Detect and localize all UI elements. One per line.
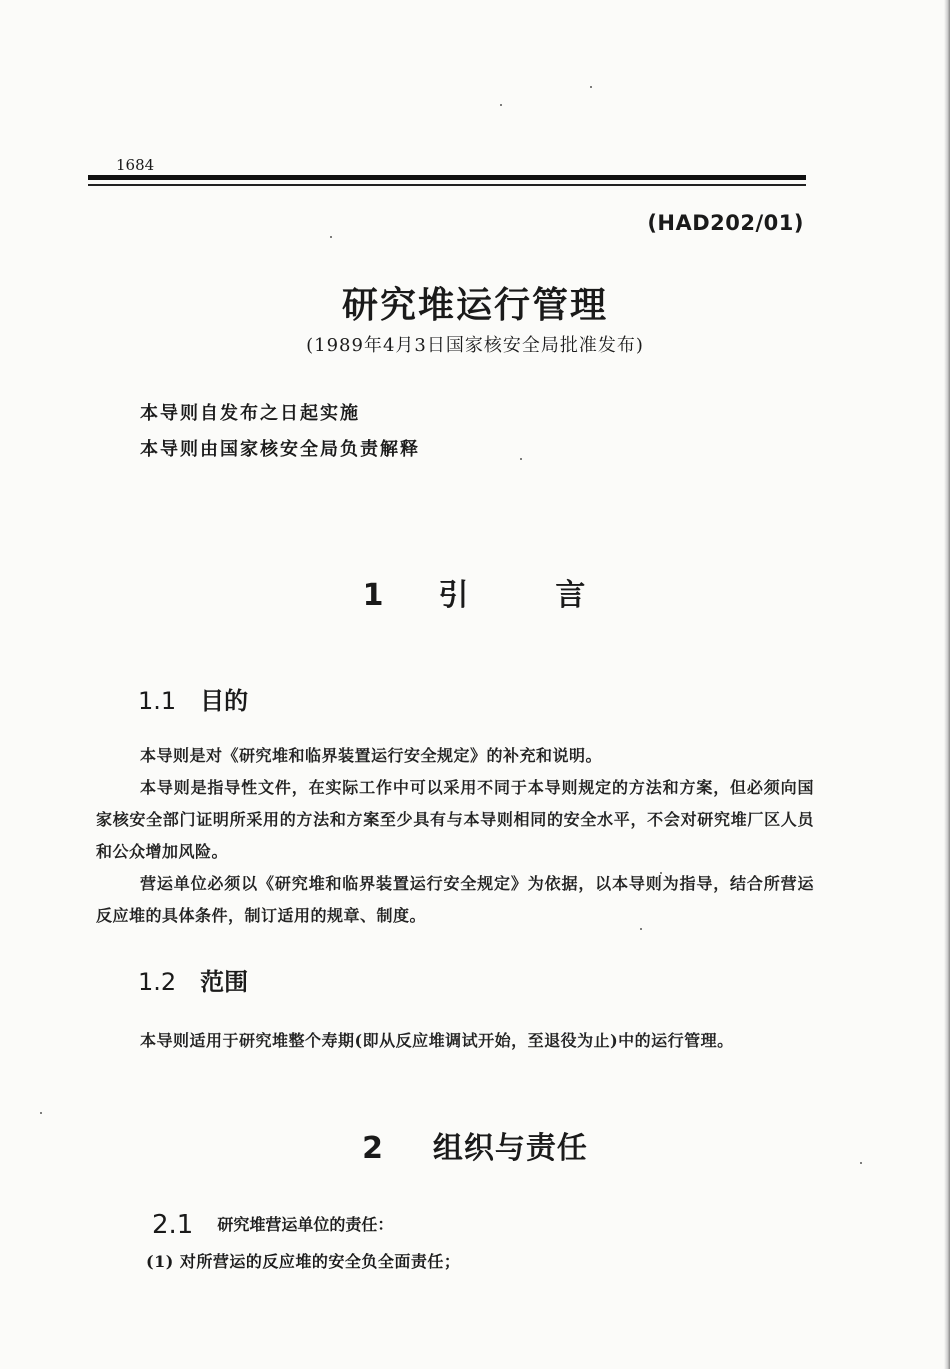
paragraph: 本导则是对《研究堆和临界装置运行安全规定》的补充和说明。 bbox=[140, 746, 603, 765]
note-interpretation: 本导则由国家核安全局负责解释 bbox=[140, 439, 420, 460]
list-item: (1) 对所营运的反应堆的安全负全面责任； bbox=[146, 1252, 461, 1271]
section-2-1-heading bbox=[152, 1210, 393, 1240]
chapter-2-heading bbox=[0, 1123, 950, 1167]
header-rule-thin bbox=[88, 184, 806, 186]
scan-speck bbox=[330, 236, 332, 238]
chapter-1-number: 1 bbox=[362, 578, 386, 613]
chapter-1-heading bbox=[0, 570, 950, 614]
section-2-1-lead: 研究堆营运单位的责任： bbox=[217, 1215, 394, 1234]
section-1-2-heading bbox=[138, 962, 248, 997]
scan-speck bbox=[40, 1112, 42, 1114]
chapter-1-word1: 引 bbox=[438, 578, 471, 613]
section-1-2-title: 范围 bbox=[200, 968, 249, 996]
section-1-1-body bbox=[96, 740, 814, 932]
paragraph: 本导则适用于研究堆整个寿期(即从反应堆调试开始，至退役为止)中的运行管理。 bbox=[140, 1031, 734, 1050]
scan-speck bbox=[660, 872, 662, 874]
scan-speck bbox=[640, 928, 642, 930]
document-subtitle: (1989年4月3日国家核安全局批准发布) bbox=[306, 335, 644, 356]
document-title: 研究堆运行管理 bbox=[341, 285, 608, 326]
note-effective: 本导则自发布之日起实施 bbox=[140, 403, 360, 424]
header-rule-thick bbox=[88, 175, 806, 180]
paragraph: 本导则是指导性文件，在实际工作中可以采用不同于本导则规定的方法和方案，但必须向国家核安全部门证明所采用的方法和方案至少具有与本导则相同的安全水平，不会对研究堆厂区人员和公众增加风险。 bbox=[96, 778, 814, 861]
page-number: 1684 bbox=[116, 156, 155, 174]
scan-edge-shadow bbox=[944, 0, 950, 1369]
chapter-2-number: 2 bbox=[362, 1131, 384, 1166]
document-code: (HAD202/01) bbox=[647, 211, 804, 235]
scan-speck bbox=[500, 104, 502, 106]
section-1-2-body bbox=[96, 1025, 814, 1057]
section-2-1-number: 2.1 bbox=[152, 1210, 194, 1240]
paragraph: 营运单位必须以《研究堆和临界装置运行安全规定》为依据，以本导则为指导，结合所营运反应堆的具体条件，制订适用的规章、制度。 bbox=[96, 874, 814, 925]
section-1-1-number: 1.1 bbox=[138, 687, 177, 715]
scan-speck bbox=[860, 1162, 862, 1164]
scan-speck bbox=[590, 86, 592, 88]
section-1-1-heading bbox=[138, 681, 248, 716]
chapter-2-title: 组织与责任 bbox=[432, 1131, 588, 1166]
scan-speck bbox=[520, 458, 522, 460]
chapter-1-word2: 言 bbox=[555, 578, 588, 613]
section-1-1-title: 目的 bbox=[200, 687, 249, 715]
section-1-2-number: 1.2 bbox=[138, 968, 177, 996]
